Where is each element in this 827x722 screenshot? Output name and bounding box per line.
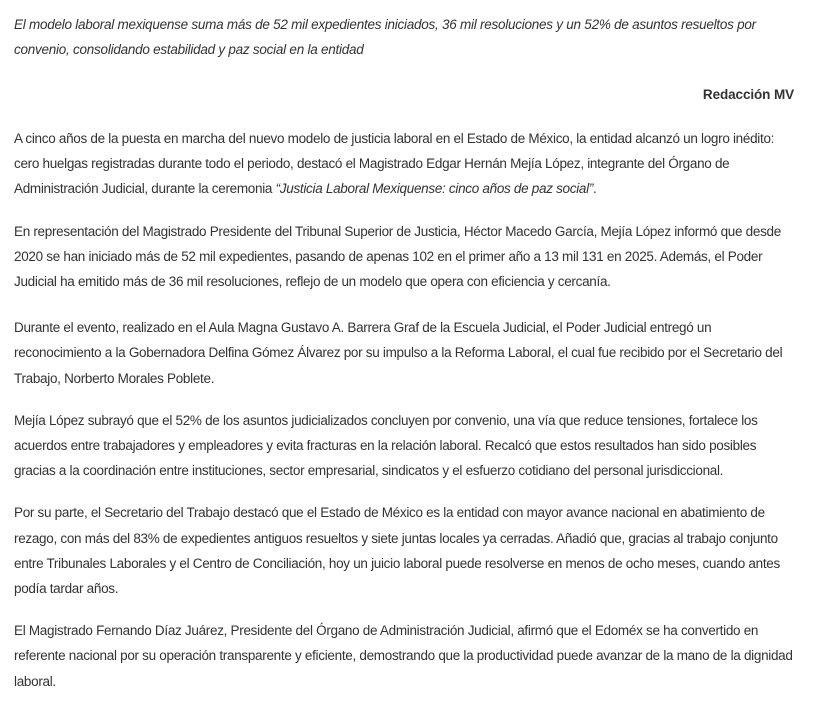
article (14, 0, 794, 694)
article-paragraph: Mejía López subrayó que el 52% de los asuntos judicializados concluyen por convenio, una vía que reduce tensiones, fortalece los acuerdos entre trabajadores y empleadores y evita fracturas en la relación laboral. Recalcó que estos resultados han sido posibles gracias a la coordinación entre instituciones, sector empresarial, sindicatos y el esfuerzo cotidiano del personal jurisdiccional. (14, 412, 758, 479)
ceremony-title: “Justicia Laboral Mexiquense: cinco años de paz social” (275, 181, 594, 197)
article-lead: El modelo laboral mexiquense suma más de 52 mil expedientes iniciados, 36 mil resoluciones y un 52% de asuntos resueltos por convenio, consolidando estabilidad y paz social en la entidad (14, 17, 756, 57)
article-paragraph: Durante el evento, realizado en el Aula Magna Gustavo A. Barrera Graf de la Escuela Judicial, el Poder Judicial entregó un reconocimiento a la Gobernadora Delfina Gómez Álvarez por su impulso a la Reforma Laboral, el cual fue recibido por el Secretario del Trabajo, Norberto Morales Poblete. (14, 320, 783, 386)
article-body (14, 126, 794, 694)
paragraph-text: A cinco años de la puesta en marcha del nuevo modelo de justicia laboral en el Estado de México, la entidad alcanzó un logro inédito: cero huelgas registradas durante todo el periodo, destacó el Magistrado Edgar Hernán Mejía López, integrante del Órgano de Administración Judicial, durante la ceremonia (14, 131, 775, 197)
paragraph-text: . (593, 181, 597, 197)
article-paragraph (14, 126, 794, 202)
article-byline: Redacción MV (702, 87, 794, 102)
article-paragraph: Por su parte, el Secretario del Trabajo destacó que el Estado de México es la entidad con mayor avance nacional en abatimiento de rezago, con más del 83% de expedientes antiguos resueltos y siete juntas locales ya cerradas. Añadió que, gracias al trabajo conjunto entre Tribunales Laborales y el Centro de Conciliación, hoy un juicio laboral puede resolverse en menos de ocho meses, cuando antes podía tardar años. (14, 505, 780, 597)
article-paragraph: El Magistrado Fernando Díaz Juárez, Presidente del Órgano de Administración Judicial, afirmó que el Edoméx se ha convertido en referente nacional por su operación transparente y eficiente, demostrando que la productividad puede avanzar de la mano de la dignidad laboral. (14, 623, 793, 689)
article-paragraph: En representación del Magistrado Presidente del Tribunal Superior de Justicia, Héctor Macedo García, Mejía López informó que desde 2020 se han iniciado más de 52 mil expedientes, pasando de apenas 102 en el primer año a 13 mil 131 en 2025. Además, el Poder Judicial ha emitido más de 36 mil resoluciones, reflejo de un modelo que opera con eficiencia y cercanía. (14, 223, 781, 290)
